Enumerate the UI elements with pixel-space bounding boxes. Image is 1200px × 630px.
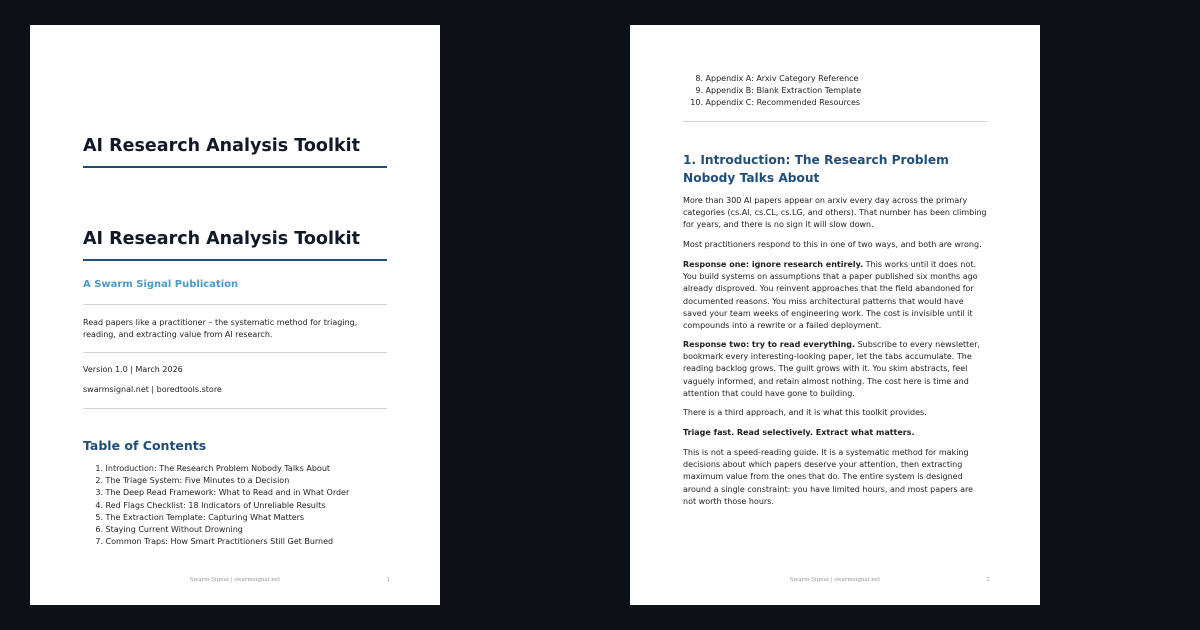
version-info: Version 1.0 | March 2026 [83, 365, 183, 374]
toc-label: Appendix C: Recommended Resources [705, 98, 861, 108]
paragraph: Most practitioners respond to this in one of two ways, and both are wrong. [683, 240, 982, 249]
cover-title: AI Research Analysis Toolkit [83, 135, 387, 168]
toc-label: Appendix B: Blank Extraction Template [705, 86, 862, 96]
toc-label: The Extraction Template: Capturing What Matters [105, 512, 305, 522]
toc-label: Staying Current Without Drowning [105, 524, 243, 534]
toc-label: Introduction: The Research Problem Nobody Talks About [105, 464, 331, 473]
section-heading: 1. Introduction: The Research Problem Nobody Talks About [683, 153, 949, 185]
toc-item[interactable] [83, 512, 387, 524]
toc-number: 4. [95, 500, 103, 510]
cover-header [83, 135, 387, 168]
toc-number: 7. [95, 537, 103, 547]
toc-item[interactable] [83, 487, 387, 499]
toc-number: 2. [95, 476, 103, 486]
toc-item[interactable] [683, 97, 987, 109]
footer-text: Swarm Signal | swarmsignal.net [189, 577, 281, 583]
publication-subtitle: A Swarm Signal Publication [83, 279, 239, 290]
toc-item[interactable] [83, 536, 387, 548]
toc-item[interactable] [683, 73, 987, 85]
toc-label: The Triage System: Five Minutes to a Decision [105, 476, 290, 486]
paragraph-body: Subscribe to every newsletter, bookmark every interesting-looking paper, let the tabs accumulate. The reading backlog grows. The guilt grows with it. You skim abstracts, feel vaguely informed, and retain almost nothing. The cost here is time and attention that could have gone to building. [683, 340, 981, 398]
page-title: AI Research Analysis Toolkit [83, 228, 387, 261]
toc-number: 1. [95, 464, 103, 473]
document-page-2 [630, 25, 1040, 605]
divider [83, 408, 387, 409]
toc-heading: Table of Contents [83, 438, 207, 453]
toc-label: Appendix A: Arxiv Category Reference [705, 74, 859, 83]
toc-number: 3. [95, 488, 103, 498]
paragraph [683, 259, 987, 332]
toc-label: Red Flags Checklist: 18 Indicators of Unreliable Results [105, 500, 326, 510]
page-footer [630, 577, 1040, 587]
table-of-contents-continued [683, 73, 987, 110]
paragraph: This is not a speed-reading guide. It is a systematic method for making decisions about which papers deserve your attention, then extracting maximum value from the ones that do. The entire system is designed around a single constraint: you have limited hours, and most papers are not worth those hours. [683, 448, 974, 506]
divider [683, 121, 987, 122]
toc-label: The Deep Read Framework: What to Read and in What Order [105, 488, 350, 498]
paragraph: More than 300 AI papers appear on arxiv every day across the primary categories (cs.AI, cs.CL, cs.LG, and others). That number has been climbing for years, and there is no sign it will slow down. [683, 196, 987, 230]
title-block [83, 228, 387, 261]
divider [83, 352, 387, 353]
toc-item[interactable] [83, 475, 387, 487]
table-of-contents [83, 463, 387, 548]
page-number: 1 [386, 577, 390, 583]
page-number: 2 [986, 577, 990, 583]
toc-number: 6. [95, 524, 103, 534]
footer-text: Swarm Signal | swarmsignal.net [789, 577, 881, 583]
description: Read papers like a practitioner – the systematic method for triaging, reading, and extracting value from AI research. [83, 318, 358, 340]
paragraph-lead: Response one: ignore research entirely. [683, 260, 864, 269]
toc-item[interactable] [683, 85, 987, 97]
toc-item[interactable] [83, 463, 387, 475]
paragraph-body: This works until it does not. You build systems on assumptions that a paper published six months ago already disproved. You reinvent approaches that the field abandoned for documented reasons. You miss architectural patterns that would have saved your team weeks of engineering work. The cost is invisible until it compounds into a rewrite or a failed deployment. [683, 260, 978, 331]
toc-label: Common Traps: How Smart Practitioners Still Get Burned [105, 537, 334, 547]
toc-number: 5. [95, 512, 103, 522]
paragraph-emphasis: Triage fast. Read selectively. Extract what matters. [683, 428, 915, 437]
site-links: swarmsignal.net | boredtools.store [83, 385, 222, 394]
paragraph-lead: Response two: try to read everything. [683, 340, 856, 349]
toc-item[interactable] [83, 524, 387, 536]
toc-item[interactable] [83, 500, 387, 512]
toc-number: 9. [695, 86, 703, 96]
paragraph: There is a third approach, and it is what this toolkit provides. [683, 408, 927, 417]
toc-number: 10. [690, 98, 703, 108]
document-page-1 [30, 25, 440, 605]
paragraph [683, 339, 987, 400]
page-footer [30, 577, 440, 587]
toc-number: 8. [695, 74, 703, 83]
divider [83, 304, 387, 305]
